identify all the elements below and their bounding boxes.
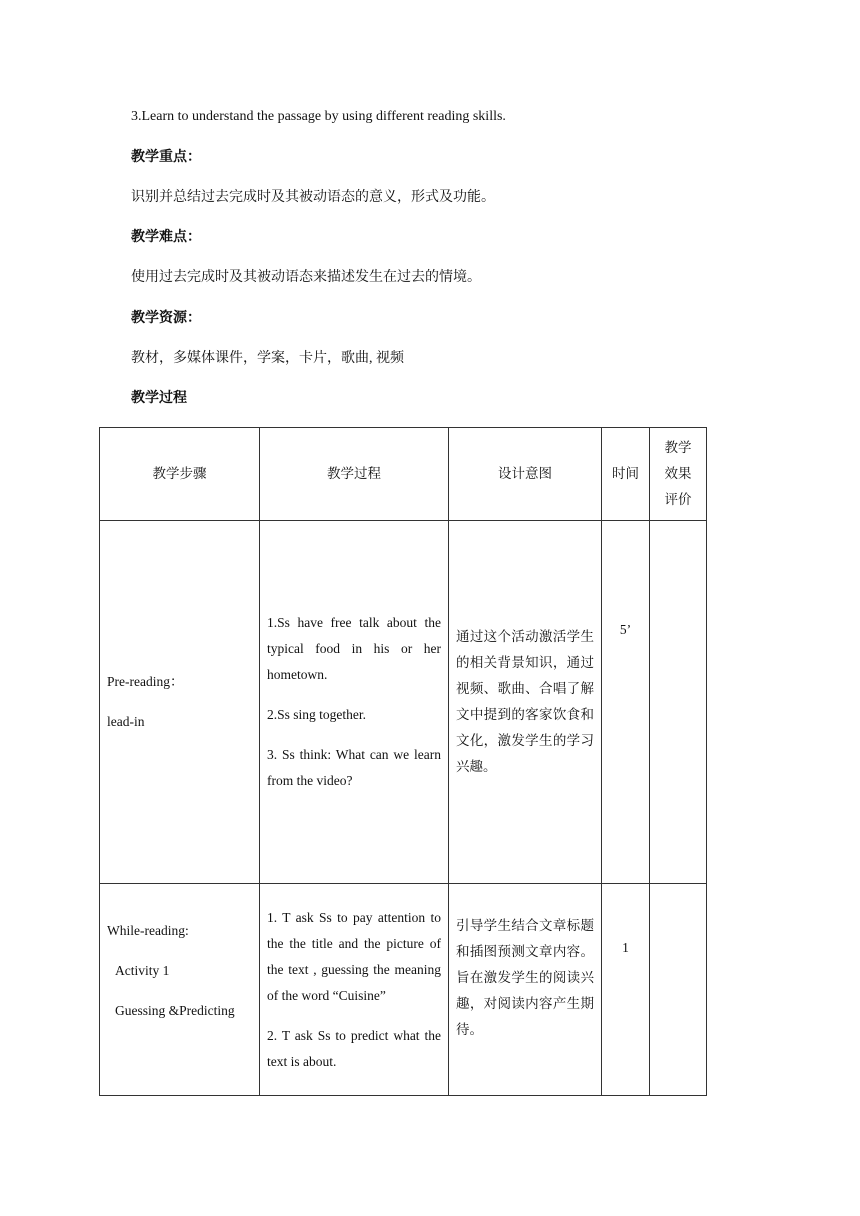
time-value: 1 [622,939,629,955]
resources-text: 教材，多媒体课件，学案，卡片，歌曲, 视频 [131,351,404,366]
table-row [100,884,707,1096]
stage-name: Pre-reading： [107,674,184,689]
process-heading: 教学过程 [131,391,187,406]
time-cell [602,884,650,1096]
stage-name: While-reading: [107,922,189,938]
header-evaluation [650,428,707,521]
intent-text: 通过这个活动激活学生的相关背景知识，通过视频、歌曲、合唱了解文中提到的客家饮食和文化，激发学生的学习兴趣。 [456,629,594,774]
header-intent: 设计意图 [449,428,602,521]
stage-cell [100,521,260,884]
process-step: 3. Ss think: What can we learn from the video? [267,747,441,788]
process-step: 1. T ask Ss to pay attention to the the title and the picture of the text , guessing the meaning of the word “Cuisine” [267,909,441,1003]
header-steps: 教学步骤 [100,428,260,521]
header-evaluation-line-3: 评价 [664,492,692,507]
intent-text: 引导学生结合文章标题和插图预测文章内容。旨在激发学生的阅读兴趣，对阅读内容产生期待。 [456,917,594,1037]
stage-sub: lead-in [107,714,145,729]
process-cell [260,884,449,1096]
header-evaluation-line-1: 教学 [664,440,692,455]
difficulties-heading: 教学难点： [131,230,201,245]
stage-cell [100,884,260,1096]
evaluation-cell [650,884,707,1096]
process-step: 2. T ask Ss to predict what the text is about. [267,1027,441,1069]
process-step: 2.Ss sing together. [267,707,367,722]
header-evaluation-line-2: 效果 [664,466,692,481]
header-time: 时间 [602,428,650,521]
teaching-process-table [99,427,707,1096]
time-value: 5’ [619,622,632,637]
intent-cell [449,521,602,884]
process-step: 1.Ss have free talk about the typical food in his or her hometown. [267,615,441,682]
stage-sub: Activity 1 [115,962,170,978]
key-points-heading: 教学重点： [131,150,201,165]
objective-item-3: 3.Learn to understand the passage by using different reading skills. [131,109,506,124]
header-process: 教学过程 [260,428,449,521]
resources-heading: 教学资源： [131,311,201,326]
stage-sub: Guessing &Predicting [115,1002,235,1018]
key-points-text: 识别并总结过去完成时及其被动语态的意义，形式及功能。 [131,190,495,205]
table-header-row [100,428,707,521]
evaluation-cell [650,521,707,884]
difficulties-text: 使用过去完成时及其被动语态来描述发生在过去的情境。 [131,270,481,285]
time-cell [602,521,650,884]
process-cell [260,521,449,884]
table-row [100,521,707,884]
intent-cell [449,884,602,1096]
